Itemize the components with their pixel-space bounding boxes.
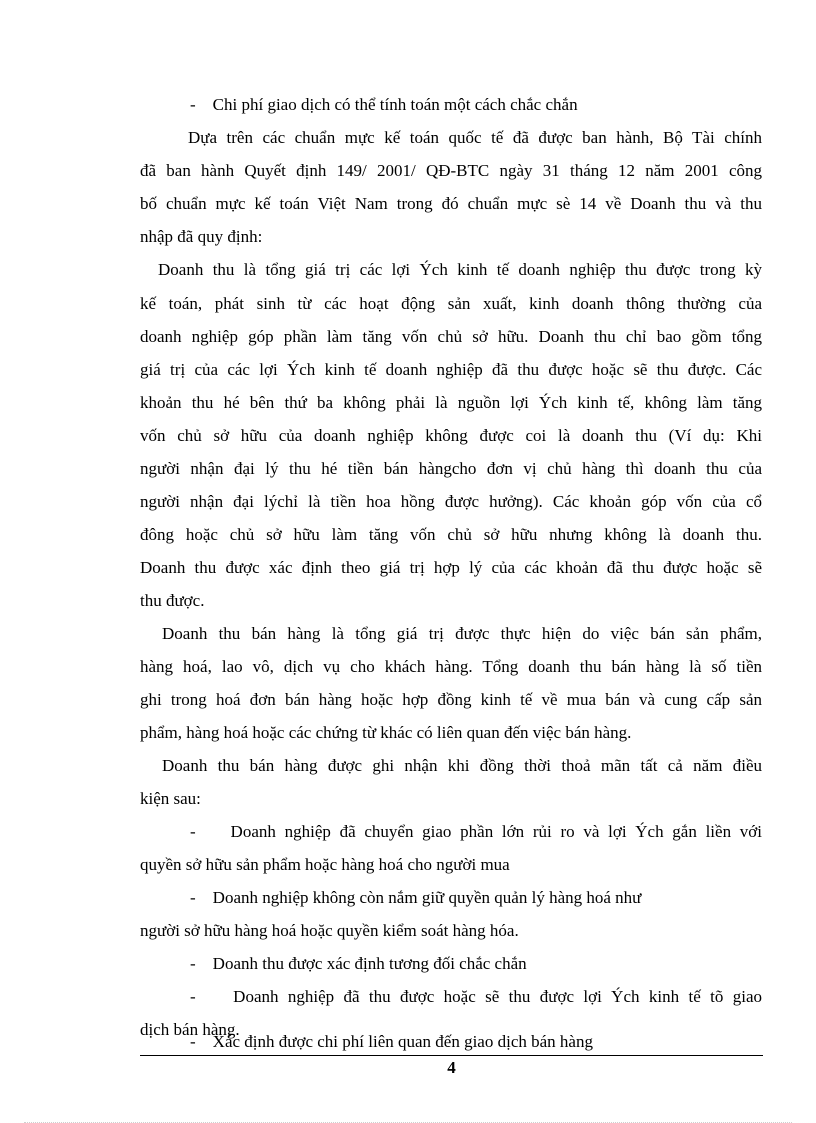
- bullet-line: - Doanh nghiệp đã thu được hoặc sẽ thu được lợi Ých kinh tế tõ giao: [190, 987, 762, 1006]
- paragraph-line: quyền sở hữu sản phẩm hoặc hàng hoá cho người mua: [140, 855, 510, 874]
- paragraph-line: đông hoặc chủ sở hữu làm tăng vốn chủ sở hữu nhưng không là doanh thu.: [140, 525, 762, 544]
- paragraph-line: người sở hữu hàng hoá hoặc quyền kiểm soát hàng hóa.: [140, 921, 519, 940]
- paragraph-line: người nhận đại lýchỉ là tiền hoa hồng được hưởng). Các khoản góp vốn của cổ: [140, 492, 762, 511]
- paragraph-line: người nhận đại lý thu hé tiền bán hàngcho đơn vị chủ hàng thì doanh thu của: [140, 459, 762, 478]
- footer-rule: [140, 1055, 763, 1056]
- paragraph-line: hàng hoá, lao vô, dịch vụ cho khách hàng. Tổng doanh thu bán hàng là số tiền: [140, 657, 762, 676]
- paragraph-line: kiện sau:: [140, 789, 201, 808]
- paragraph-line: Doanh thu được xác định theo giá trị hợp lý của các khoản đã thu được hoặc sẽ: [140, 558, 762, 577]
- bullet-line: - Chi phí giao dịch có thể tính toán một cách chắc chắn: [190, 95, 578, 114]
- bullet-line: - Doanh thu được xác định tương đối chắc chắn: [190, 954, 527, 973]
- paragraph-line: Doanh thu là tổng giá trị các lợi Ých kinh tế doanh nghiệp thu được trong kỳ: [158, 260, 762, 279]
- paragraph-line: nhập đã quy định:: [140, 227, 263, 246]
- bullet-line: - Xác định được chi phí liên quan đến giao dịch bán hàng: [190, 1032, 593, 1051]
- bullet-line: - Doanh nghiệp không còn nắm giữ quyền quản lý hàng hoá như: [190, 888, 642, 907]
- paragraph-line: vốn chủ sở hữu của doanh nghiệp không được coi là doanh thu (Ví dụ: Khi: [140, 426, 762, 445]
- paragraph-line: phẩm, hàng hoá hoặc các chứng từ khác có liên quan đến việc bán hàng.: [140, 723, 632, 742]
- paragraph-line: thu được.: [140, 591, 205, 610]
- paragraph-line: doanh nghiệp góp phần làm tăng vốn chủ sở hữu. Doanh thu chỉ bao gồm tổng: [140, 327, 762, 346]
- paragraph-line: bố chuẩn mực kế toán Việt Nam trong đó chuẩn mực sè 14 về Doanh thu và thu: [140, 194, 762, 213]
- paragraph-line: ghi trong hoá đơn bán hàng hoặc hợp đồng kinh tế về mua bán và cung cấp sản: [140, 690, 762, 709]
- paragraph-line: đã ban hành Quyết định 149/ 2001/ QĐ-BTC ngày 31 tháng 12 năm 2001 công: [140, 161, 762, 180]
- paragraph-line: kế toán, phát sinh từ các hoạt động sản xuất, kinh doanh thông thường của: [140, 294, 762, 313]
- bullet-line: - Doanh nghiệp đã chuyển giao phần lớn rủi ro và lợi Ých gắn liền với: [190, 822, 762, 841]
- paragraph-line: Doanh thu bán hàng là tổng giá trị được thực hiện do việc bán sản phẩm,: [162, 624, 762, 643]
- paragraph-line: Dựa trên các chuẩn mực kế toán quốc tế đã được ban hành, Bộ Tài chính: [188, 128, 762, 147]
- paragraph-line: giá trị của các lợi Ých kinh tế doanh nghiệp đã thu được hoặc sẽ thu được. Các: [140, 360, 762, 379]
- page-number: 4: [447, 1058, 456, 1077]
- paragraph-line: dịch bán hàng.: [140, 1020, 240, 1039]
- paragraph-line: khoản thu hé bên thứ ba không phải là nguồn lợi Ých kinh tế, không làm tăng: [140, 393, 762, 412]
- paragraph-line: Doanh thu bán hàng được ghi nhận khi đồng thời thoả mãn tất cả năm điều: [162, 756, 762, 775]
